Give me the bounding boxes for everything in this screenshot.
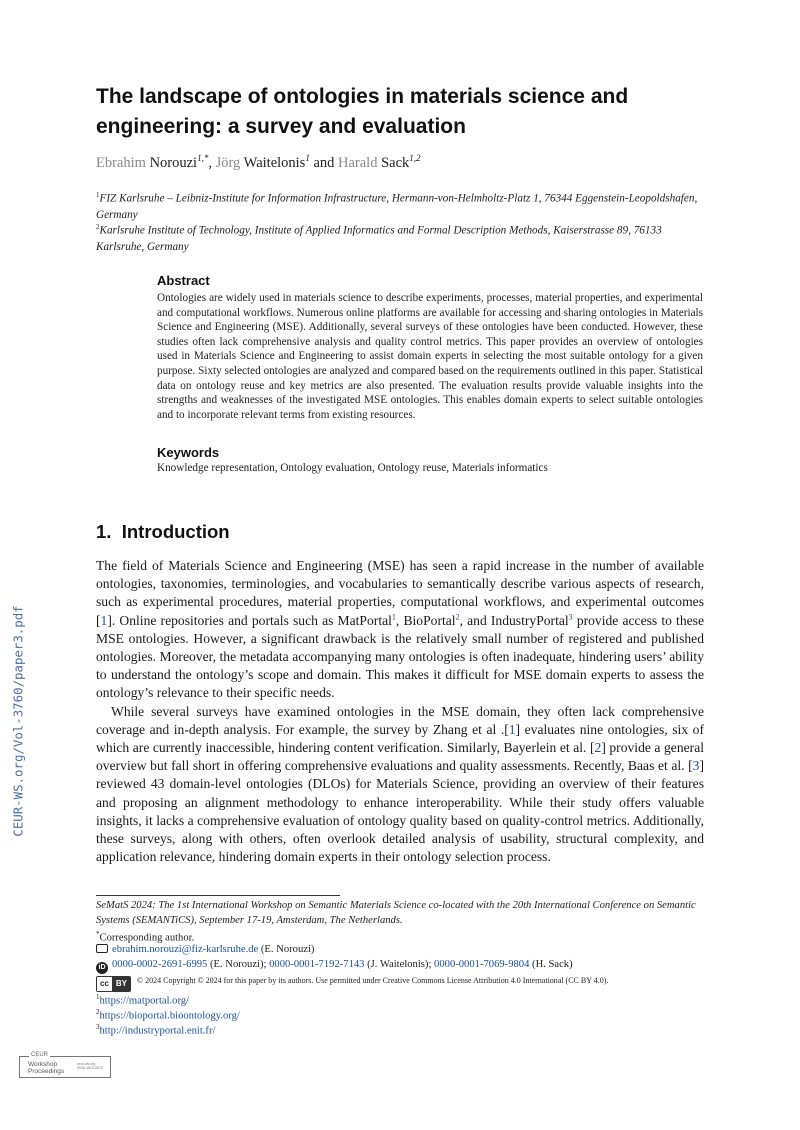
matportal-link[interactable]: https://matportal.org/ <box>99 995 190 1007</box>
bioportal-link[interactable]: https://bioportal.bioontology.org/ <box>99 1010 240 1022</box>
keywords-text: Knowledge representation, Ontology evaluation, Ontology reuse, Materials informatics <box>157 462 548 474</box>
affiliation-sup: 1 <box>96 191 100 199</box>
orcid-icon: iD <box>96 962 108 974</box>
author-family-name: Norouzi <box>149 154 198 171</box>
footnote-marker[interactable]: 2 <box>455 612 460 622</box>
logo-words <box>28 1061 64 1075</box>
orcid-footnote <box>96 957 706 974</box>
affiliation-text: Karlsruhe Institute of Technology, Institute of Applied Informatics and Formal Description Methods, Kaiserstrasse 89, 76133 Karlsruhe, Germany <box>96 224 662 253</box>
industryportal-link[interactable]: http://industryportal.enit.fr/ <box>99 1025 216 1037</box>
footnote-marker[interactable]: 1 <box>391 612 396 622</box>
author-1 <box>96 155 208 171</box>
paragraph-1 <box>96 557 704 703</box>
orcid-owner: (J. Waitelonis); <box>364 959 435 970</box>
affiliation-text: FIZ Karlsruhe – Leibniz-Institute for Information Infrastructure, Hermann-von-Helmholtz-Platz 1, 76344 Eggenstein-Leopoldshafen, Germany <box>96 192 698 221</box>
paragraph-text: , BioPortal <box>395 612 456 628</box>
abstract-text: Ontologies are widely used in materials science to describe experiments, processes, material properties, and experimental and computational workflows. Numerous online platforms are available for accessing and sharing ontologies in Materials Science and Engineering (MSE). Additionally, several surveys of these ontologies have been conducted. However, these studies often lack comprehensive analysis and quality control metrics. This paper provides an overview of ontologies used in Materials Science and Engineering to assist domain experts in selecting the most suitable ontology for a given purpose. Sixty selected ontologies are analyzed and compared based on the requirements outlined in this paper. Statistical data on ontology reuse and key metrics are also presented. The evaluation results provide valuable insights into the strengths and weaknesses of the investigated MSE ontologies. This enables domain experts to select suitable ontologies and to incorporate relevant terms from existing resources. <box>157 292 703 421</box>
logo-ceur-label: CEUR <box>31 1052 49 1058</box>
author-3 <box>338 155 421 171</box>
paragraph-text: While several surveys have examined ontologies in the MSE domain, they often lack comprehensive coverage and in-depth analysis. For example, the survey by Zhang et al .[ <box>96 703 704 737</box>
paragraph-text: ] evaluates nine ontologies, six of which are currently inaccessible, hindering content verification. Similarly, Bayerlein et al. [ <box>96 721 704 756</box>
corresponding-sup: * <box>96 930 100 938</box>
keywords-heading: Keywords <box>157 445 220 460</box>
author-list <box>96 153 421 172</box>
venue-footnote <box>96 898 706 928</box>
citation-link[interactable]: 3 <box>692 758 700 774</box>
author-2 <box>216 155 310 171</box>
citation-link[interactable]: 2 <box>594 740 602 756</box>
affiliation-sup: 2 <box>96 223 100 231</box>
paragraph-text: , and IndustryPortal <box>459 612 569 628</box>
author-family-name: Sack <box>381 154 410 171</box>
corresponding-text: Corresponding author. <box>99 932 195 944</box>
logo-small-line: ISSN 1613-0073 <box>77 1066 103 1070</box>
affiliation-1 <box>96 187 706 223</box>
paragraph-text: provide access to these MSE ontologies. However, a significant drawback is the relatively small number of registered and published ontologies. Moreover, the metadata accompanying many ontologies is often inadequate, hindering users’ ability to understand the ontology’s scope and domain. This makes it difficult for MSE domain experts to assess the ontology’s relevance to their specific needs. <box>96 612 704 701</box>
author-given-name: Jörg <box>215 154 241 171</box>
author-affiliation-sup: 1,* <box>197 153 209 163</box>
logo-line: Proceedings <box>28 1068 65 1075</box>
by-label: BY <box>113 977 130 991</box>
orcid-link[interactable]: 0000-0001-7192-7143 <box>269 959 365 970</box>
author-given-name: Harald <box>338 154 378 171</box>
ceur-sidebar-link[interactable] <box>8 598 28 844</box>
citation-link[interactable]: 1 <box>100 612 108 628</box>
footnote-marker[interactable]: 3 <box>568 612 573 622</box>
logo-line: Workshop <box>28 1061 58 1068</box>
logo-small-text <box>77 1062 103 1070</box>
paragraph-2 <box>96 703 704 867</box>
cc-label: cc <box>97 977 113 991</box>
author-separator: , <box>208 154 216 171</box>
paragraph-text: The field of Materials Science and Engineering (MSE) has seen a rapid increase in the number of available ontologies, taxonomies, terminologies, and vocabularies to semantically describe various aspects of research, such as experimental procedures, material properties, computational workflows, and experimental outcomes [ <box>96 558 704 628</box>
email-owner: (E. Norouzi) <box>258 944 315 955</box>
email-link[interactable]: ebrahim.norouzi@fiz-karlsruhe.de <box>112 944 259 955</box>
email-footnote <box>96 942 706 957</box>
author-given-name: Ebrahim <box>96 154 146 171</box>
logo-small-line: ceur-ws.org <box>77 1062 96 1066</box>
footnote-number: 2 <box>96 1008 100 1016</box>
footnote-number: 3 <box>96 1023 100 1031</box>
citation-link[interactable]: 1 <box>508 721 516 737</box>
author-separator: and <box>309 154 339 171</box>
paragraph-text: ] reviewed 43 domain-level ontologies (DLOs) for Materials Science, providing an overview of their features and proposing an alignment methodology to enhance interoperability. While their study offers valuable insights, it lacks a comprehensive evaluation of ontology quality based on quality-control metrics. Additionally, these surveys, along with others, often overlook detailed analysis of usability, structural complexity, and application relevance, hindering domain experts in their ontology selection process. <box>96 758 704 865</box>
footnote-rule <box>96 895 340 896</box>
paragraph-text: ] provide a general overview but fall short in offering comprehensive evaluations and quality assessments. Recently, Baas et al. [ <box>96 740 705 774</box>
sidebar-link-text[interactable]: CEUR-WS.org/Vol-3760/paper3.pdf <box>10 605 26 837</box>
author-affiliation-sup: 1,2 <box>409 153 421 163</box>
section-title: Introduction <box>121 521 230 542</box>
orcid-link[interactable]: 0000-0001-7069-9804 <box>434 959 530 970</box>
ceur-workshop-logo <box>19 1052 111 1078</box>
paragraph-text: ]. Online repositories and portals such as MatPortal <box>107 612 392 628</box>
footnote-number: 1 <box>96 993 100 1001</box>
venue-text: SeMatS 2024: The 1st International Workshop on Semantic Materials Science co-located with the 20th International Conference on Semantic Systems (SEMANTiCS), September 17-19, Amsterdam, The Netherlands. <box>96 900 696 926</box>
orcid-owner: (H. Sack) <box>529 959 573 970</box>
affiliation-2 <box>96 219 706 255</box>
author-family-name: Waitelonis <box>243 154 306 171</box>
copyright-text: © 2024 Copyright © 2024 for this paper by its authors. Use permitted under Creative Commons License Attribution 4.0 International (CC BY 4.0). <box>137 976 609 985</box>
author-affiliation-sup: 1 <box>305 153 310 163</box>
url-footnote-3 <box>96 1020 706 1039</box>
section-heading-introduction <box>96 521 230 543</box>
paper-title: The landscape of ontologies in materials science and engineering: a survey and evaluation <box>96 85 629 138</box>
section-number: 1. <box>96 521 112 542</box>
envelope-icon <box>96 944 108 953</box>
orcid-link[interactable]: 0000-0002-2691-6995 <box>112 959 208 970</box>
introduction-body <box>96 557 704 866</box>
abstract-heading: Abstract <box>157 273 210 288</box>
orcid-owner: (E. Norouzi); <box>207 959 270 970</box>
